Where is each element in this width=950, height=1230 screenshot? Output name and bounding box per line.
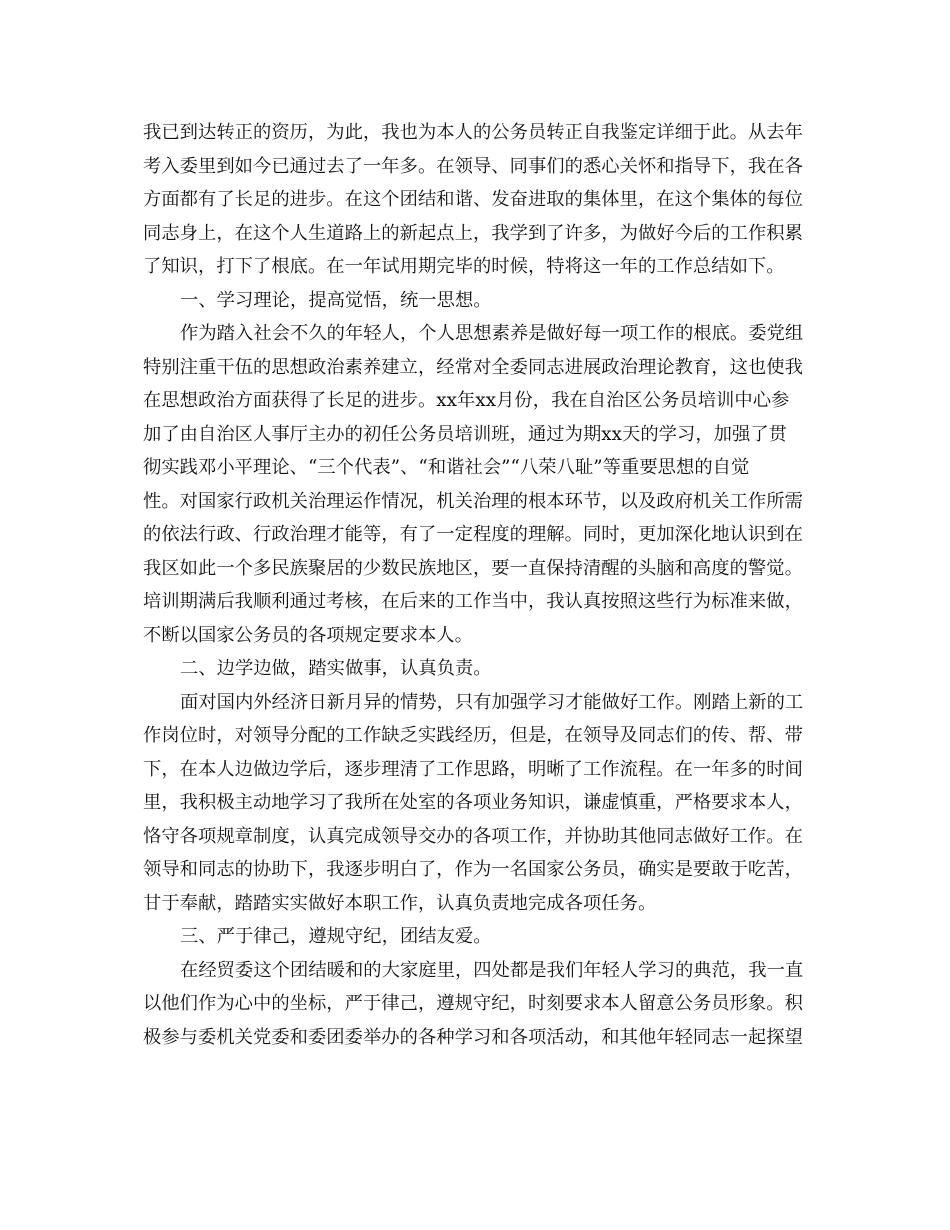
text-line-3: 方面都有了长足的进步。在这个团结和谐、发奋进取的集体里，在这个集体的每位 [143, 189, 803, 210]
text-line-7: 作为踏入社会不久的年轻人，个人思想素养是做好每一项工作的根底。委党组 [180, 323, 804, 344]
document-body [143, 116, 807, 1054]
text-line-11: 彻实践邓小平理论、“三个代表”、“和谐社会”“八荣八耻”等重要思想的自觉 [143, 457, 750, 478]
text-line-1: 我已到达转正的资历，为此，我也为本人的公务员转正自我鉴定详细于此。从去年 [143, 122, 803, 143]
text-line-13: 的依法行政、行政治理才能等，有了一定程度的理解。同时，更加深化地认识到在 [143, 524, 803, 545]
text-line-20: 下，在本人边做边学后，逐步理清了工作思路，明晰了工作流程。在一年多的时间 [143, 758, 803, 780]
text-line-18: 面对国内外经济日新月异的情势，只有加强学习才能做好工作。刚踏上新的工 [180, 691, 804, 713]
text-line-9: 在思想政治方面获得了长足的进步。xx年xx月份，我在自治区公务员培训中心参 [143, 390, 790, 411]
text-line-16: 不断以国家公务员的各项规定要求本人。 [143, 624, 473, 646]
text-line-23: 领导和同志的协助下，我逐步明白了，作为一名国家公务员，确实是要敢于吃苦， [143, 859, 803, 880]
text-line-22: 恪守各项规章制度，认真完成领导交办的各项工作，并协助其他同志做好工作。在 [143, 825, 803, 847]
text-line-8: 特别注重干伍的思想政治素养建立，经常对全委同志进展政治理论教育，这也使我 [143, 356, 803, 378]
text-line-27: 以他们作为心中的坐标，严于律己，遵规守纪，时刻要求本人留意公务员形象。积 [143, 993, 803, 1014]
text-line-15: 培训期满后我顺利通过考核，在后来的工作当中，我认真按照这些行为标准来做， [143, 591, 803, 612]
text-line-26: 在经贸委这个团结暖和的大家庭里，四处都是我们年轻人学习的典范，我一直 [180, 959, 804, 981]
text-line-12: 性。对国家行政机关治理运作情况，机关治理的根本环节，以及政府机关工作所需 [143, 490, 803, 512]
text-line-14: 我区如此一个多民族聚居的少数民族地区，要一直保持清醒的头脑和高度的警觉。 [143, 557, 803, 579]
section-heading-3: 三、严于律己，遵规守纪，团结友爱。 [180, 926, 492, 947]
section-heading-1: 一、学习理论，提高觉悟，统一思想。 [180, 289, 492, 311]
text-line-19: 作岗位时，对领导分配的工作缺乏实践经历，但是，在领导及同志们的传、帮、带 [143, 725, 803, 746]
text-line-28: 极参与委机关党委和委团委举办的各种学习和各项活动，和其他年轻同志一起探望 [143, 1026, 803, 1048]
text-line-21: 里，我积极主动地学习了我所在处室的各项业务知识，谦虚慎重，严格要求本人， [143, 792, 803, 813]
text-line-5: 了知识，打下了根底。在一年试用期完毕的时候，特将这一年的工作总结如下。 [143, 256, 785, 277]
text-line-24: 甘于奉献，踏踏实实做好本职工作，认真负责地完成各项任务。 [143, 892, 657, 914]
text-line-10: 加了由自治区人事厅主办的初任公务员培训班，通过为期xx天的学习，加强了贯 [143, 423, 787, 445]
text-line-2: 考入委里到如今已通过去了一年多。在领导、同事们的悉心关怀和指导下，我在各 [143, 155, 803, 177]
section-heading-2: 二、边学边做，踏实做事，认真负责。 [180, 658, 492, 679]
text-line-4: 同志身上，在这个人生道路上的新起点上，我学到了许多，为做好今后的工作积累 [143, 222, 803, 244]
